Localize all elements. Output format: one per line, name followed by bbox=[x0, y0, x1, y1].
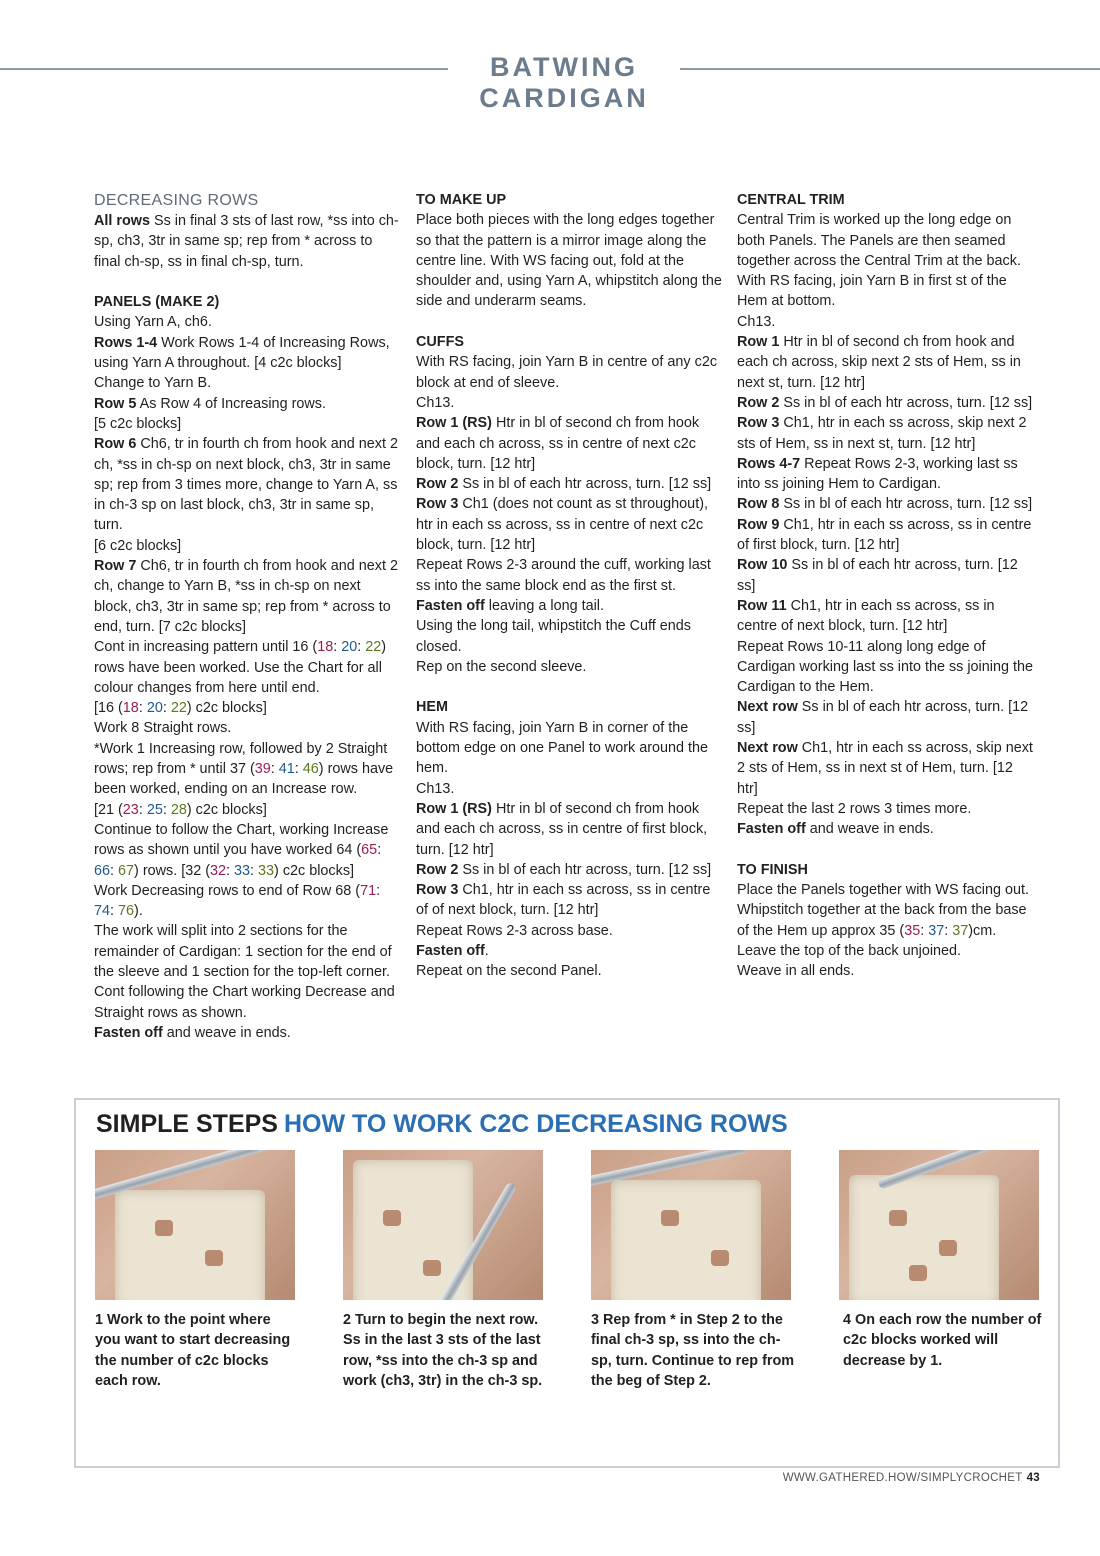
cuffs-row-1: Row 1 (RS) Htr in bl of second ch from hook and each ch across, ss in centre of next c2c block, turn. [12 htr] bbox=[416, 415, 700, 472]
trim-row-2: Row 2 Ss in bl of each htr across, turn. [12 ss] bbox=[737, 394, 1033, 411]
hem-intro: With RS facing, join Yarn B in corner of the bottom edge on one Panel to work around the hem. bbox=[416, 719, 709, 777]
make-up-heading: TO MAKE UP bbox=[416, 192, 507, 208]
to-finish-text: Place the Panels together with WS facing out. Whipstitch together at the back from the base of the Hem up approx 35 (35: 37: 37)cm. Leave the top of the back unjoined. bbox=[737, 882, 1029, 959]
panels-blocks-16: [16 (18: 20: 22) c2c blocks] bbox=[94, 700, 267, 717]
panels-straight-rows: Work 8 Straight rows. bbox=[94, 720, 232, 737]
hem-repeat: Repeat Rows 2-3 across base. bbox=[416, 922, 613, 939]
trim-next-row-2: Next row Ch1, htr in each ss across, skip next 2 sts of Hem, ss in next st of Hem, turn. [12 htr] bbox=[737, 740, 1033, 797]
panels-cont-increasing: Cont in increasing pattern until 16 (18: 20: 22) rows have been worked. Use the Chart for all colour changes from here until end. bbox=[94, 639, 387, 696]
cuffs-row-3: Row 3 Ch1 (does not count as st throughout), htr in each ss across, ss in centre of next c2c block, turn. [12 htr] bbox=[416, 496, 708, 554]
panels-row-6-count: [6 c2c blocks] bbox=[94, 537, 182, 554]
panels-row-5: Row 5 As Row 4 of Increasing rows. bbox=[94, 395, 326, 412]
step-2-photo bbox=[343, 1150, 543, 1300]
step-4-photo bbox=[839, 1150, 1039, 1300]
panels-work-decreasing: Work Decreasing rows to end of Row 68 (71: 74: 76). bbox=[94, 882, 381, 920]
trim-row-10: Row 10 Ss in bl of each htr across, turn. [12 ss] bbox=[737, 557, 1018, 594]
decreasing-rows-heading: DECREASING ROWS bbox=[94, 192, 259, 209]
panels-fasten-off: Fasten off and weave in ends. bbox=[94, 1024, 291, 1041]
step-2-caption: 2 Turn to begin the next row. Ss in the last 3 sts of the last row, *ss into the ch-3 sp and work (ch3, 3tr) in the ch-3 sp. bbox=[343, 1312, 543, 1389]
panels-row-6: Row 6 Ch6, tr in fourth ch from hook and next 2 ch, *ss in ch-sp on next block, ch3, 3tr in same sp; rep from 3 times more, change to Yarn A, ss in ch-3 sp on last block, ch3, 3tr in same sp, turn. bbox=[94, 436, 398, 534]
hem-fasten-off: Fasten off. bbox=[416, 942, 489, 959]
column-2 bbox=[416, 190, 722, 982]
step-3-caption: 3 Rep from * in Step 2 to the final ch-3 sp, ss into the ch-sp, turn. Continue to rep from the beg of Step 2. bbox=[591, 1312, 795, 1389]
hem-rep-second: Repeat on the second Panel. bbox=[416, 963, 602, 980]
panels-using: Using Yarn A, ch6. bbox=[94, 314, 212, 331]
step-1-photo bbox=[95, 1150, 295, 1300]
trim-row-3: Row 3 Ch1, htr in each ss across, skip next 2 sts of Hem, ss in next st, turn. [12 htr] bbox=[737, 415, 1027, 452]
trim-rows-4-7: Rows 4-7 Repeat Rows 2-3, working last ss into ss joining Hem to Cardigan. bbox=[737, 455, 1018, 493]
trim-next-row-1: Next row Ss in bl of each htr across, turn. [12 ss] bbox=[737, 699, 1029, 736]
trim-row-8: Row 8 Ss in bl of each htr across, turn. [12 ss] bbox=[737, 496, 1033, 513]
cuffs-fasten-off: Fasten off leaving a long tail. bbox=[416, 597, 604, 614]
trim-repeat: Repeat Rows 10-11 along long edge of Cardigan working last ss into the ss joining the Cardigan to the Hem. bbox=[737, 638, 1033, 696]
cuffs-rep-second: Rep on the second sleeve. bbox=[416, 658, 587, 675]
page-number: 43 bbox=[1026, 1472, 1040, 1484]
footer-url: WWW.GATHERED.HOW/SIMPLYCROCHET bbox=[782, 1472, 1023, 1484]
column-1 bbox=[94, 190, 402, 1043]
page-footer bbox=[783, 1472, 1040, 1484]
header-rule-left bbox=[0, 68, 448, 70]
hem-ch: Ch13. bbox=[416, 780, 455, 797]
hem-heading: HEM bbox=[416, 699, 448, 716]
simple-steps-title: SIMPLE STEPS HOW TO WORK C2C DECREASING ROWS bbox=[96, 1110, 788, 1138]
trim-fasten-off: Fasten off and weave in ends. bbox=[737, 821, 934, 838]
trim-row-1: Row 1 Htr in bl of second ch from hook and each ch across, skip next 2 sts of Hem, ss in next st, turn. [12 htr] bbox=[737, 334, 1021, 391]
cuffs-row-2: Row 2 Ss in bl of each htr across, turn. [12 ss] bbox=[416, 476, 712, 493]
trim-repeat-last: Repeat the last 2 rows 3 times more. bbox=[737, 800, 972, 817]
central-trim-intro: Central Trim is worked up the long edge on both Panels. The Panels are then seamed together across the Central Trim at the back. With RS facing, join Yarn B in first st of the Hem at bottom. bbox=[737, 212, 1021, 310]
trim-row-11: Row 11 Ch1, htr in each ss across, ss in centre of next block, turn. [12 htr] bbox=[737, 597, 995, 635]
cuffs-tail: Using the long tail, whipstitch the Cuff ends closed. bbox=[416, 618, 691, 655]
panels-row-5-count: [5 c2c blocks] bbox=[94, 415, 182, 432]
cuffs-heading: CUFFS bbox=[416, 334, 464, 351]
panels-rows-1-4: Rows 1-4 Work Rows 1-4 of Increasing Rows, using Yarn A throughout. [4 c2c blocks] bbox=[94, 334, 390, 372]
cuffs-intro: With RS facing, join Yarn B in centre of any c2c block at end of sleeve. bbox=[416, 354, 718, 391]
page-header-title: BATWING CARDIGAN bbox=[479, 52, 649, 113]
panels-blocks-21: [21 (23: 25: 28) c2c blocks] bbox=[94, 801, 267, 818]
panels-split: The work will split into 2 sections for the remainder of Cardigan: 1 section for the end of the sleeve and 1 section for the top-left corner. Cont following the Chart working Decrease and Straight rows as shown. bbox=[94, 923, 395, 1021]
central-trim-heading: CENTRAL TRIM bbox=[737, 192, 845, 208]
hem-row-1: Row 1 (RS) Htr in bl of second ch from hook and each ch across, ss in centre of first block, turn. [12 htr] bbox=[416, 800, 708, 858]
step-4-caption: 4 On each row the number of c2c blocks worked will decrease by 1. bbox=[843, 1312, 1042, 1369]
hem-row-3: Row 3 Ch1, htr in each ss across, ss in centre of of next block, turn. [12 htr] bbox=[416, 882, 711, 919]
panels-continue-chart: Continue to follow the Chart, working Increase rows as shown until you have worked 64 (65: 66: 67) rows. [32 (32: 33: 33) c2c blocks] bbox=[94, 821, 389, 879]
panels-row-7: Row 7 Ch6, tr in fourth ch from hook and next 2 ch, change to Yarn B, *ss in ch-sp on next block, ch3, 3tr in same sp; rep from * across to end, turn. [7 c2c blocks] bbox=[94, 558, 398, 635]
make-up-text: Place both pieces with the long edges together so that the pattern is a mirror image along the centre line. With WS facing out, fold at the shoulder and, using Yarn A, whipstitch along the side and underarm seams. bbox=[416, 212, 722, 310]
panels-change-yarn: Change to Yarn B. bbox=[94, 375, 212, 392]
panels-work-increasing: *Work 1 Increasing row, followed by 2 Straight rows; rep from * until 37 (39: 41: 46) rows have been worked, ending on an Increase row. bbox=[94, 740, 394, 798]
step-3-photo bbox=[591, 1150, 791, 1300]
column-3 bbox=[737, 190, 1037, 982]
step-1-caption: 1 Work to the point where you want to start decreasing the number of c2c blocks each row. bbox=[95, 1312, 291, 1389]
trim-row-9: Row 9 Ch1, htr in each ss across, ss in centre of first block, turn. [12 htr] bbox=[737, 516, 1032, 554]
central-trim-ch: Ch13. bbox=[737, 313, 776, 330]
cuffs-repeat: Repeat Rows 2-3 around the cuff, working last ss into the same block end as the first st. bbox=[416, 557, 711, 594]
to-finish-heading: TO FINISH bbox=[737, 861, 808, 878]
cuffs-ch: Ch13. bbox=[416, 394, 455, 411]
panels-heading: PANELS (MAKE 2) bbox=[94, 294, 220, 311]
header-rule-right bbox=[680, 68, 1100, 70]
to-finish-weave: Weave in all ends. bbox=[737, 963, 855, 980]
decreasing-all-rows: All rows Ss in final 3 sts of last row, *ss into ch-sp, ch3, 3tr in same sp; rep from * across to final ch-sp, ss in final ch-sp, turn. bbox=[94, 213, 399, 270]
hem-row-2: Row 2 Ss in bl of each htr across, turn. [12 ss] bbox=[416, 861, 712, 878]
